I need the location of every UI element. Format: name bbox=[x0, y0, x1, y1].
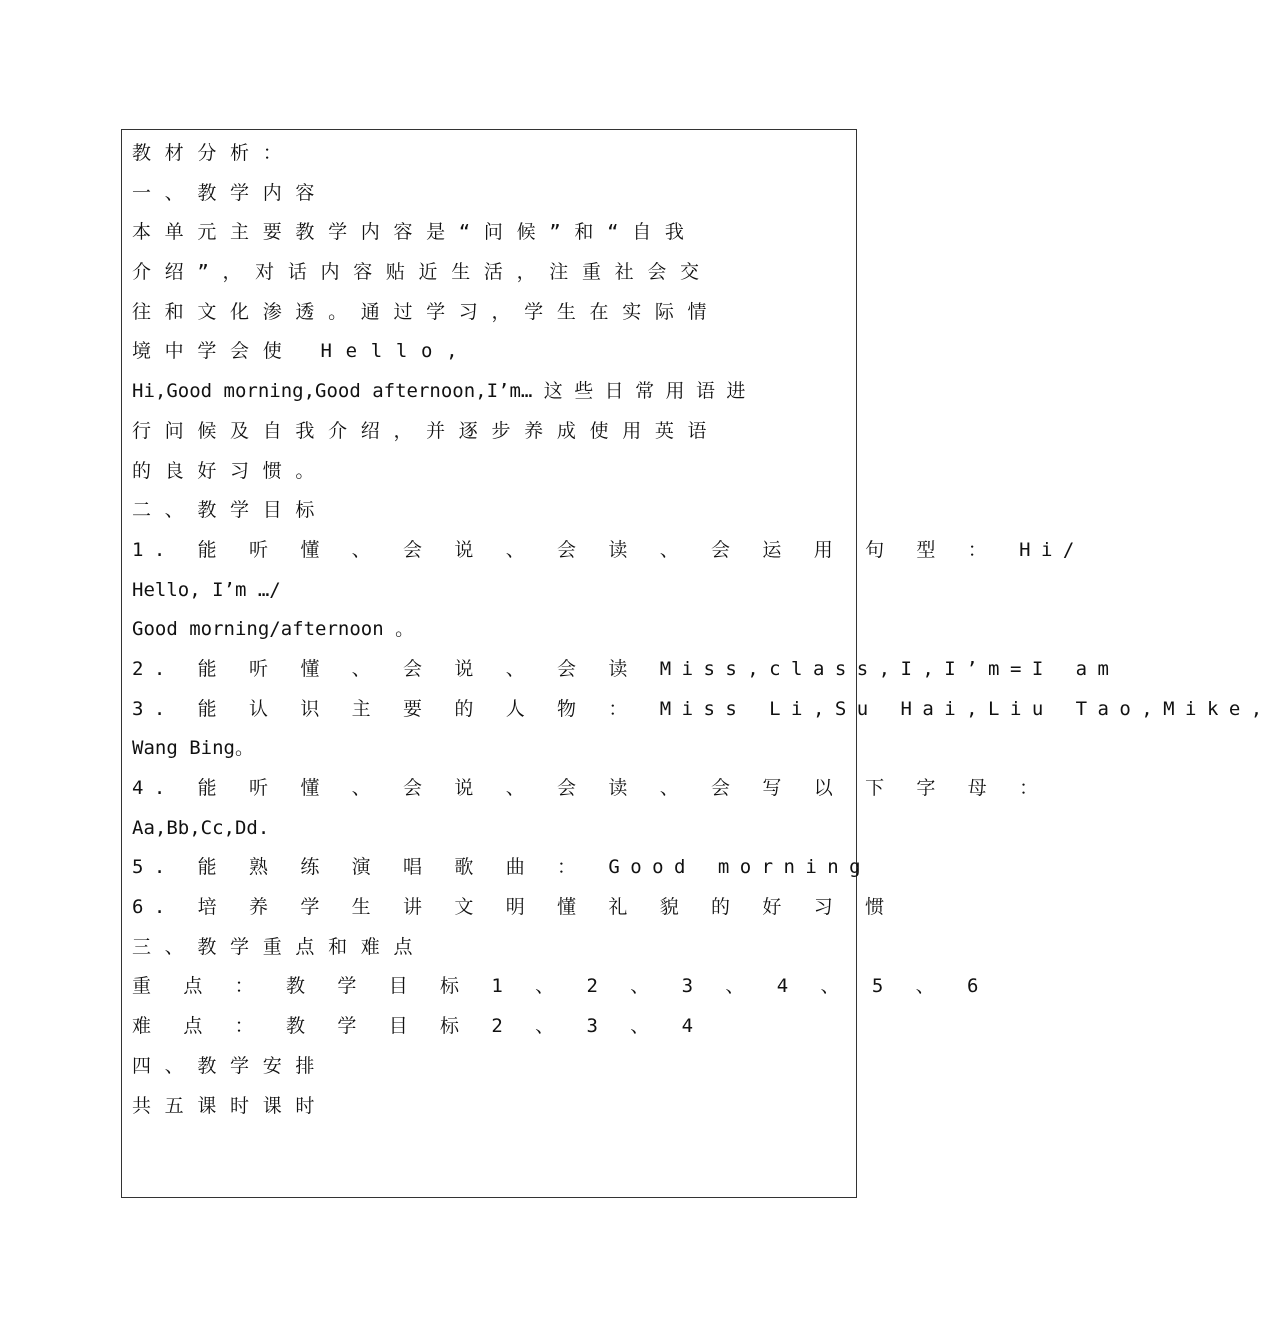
document-frame bbox=[121, 129, 1273, 1198]
goal-item-continuation: Aa,Bb,Cc,Dd. bbox=[132, 816, 270, 839]
section-heading-key-points: 三、教学重点和难点 bbox=[132, 935, 427, 958]
goal-item: 4. 能 听 懂 、 会 说 、 会 读 、 会 写 以 下 字 母 ： bbox=[132, 777, 1049, 799]
paragraph-line: 往和文化渗透。通过学习，学生在实际情 bbox=[132, 300, 721, 323]
heading-textbook-analysis: 教材分析： bbox=[132, 142, 296, 164]
section-heading-teaching-content: 一、教学内容 bbox=[132, 181, 329, 204]
arrangement-line: 共五课时课时 bbox=[132, 1094, 329, 1117]
paragraph-line: 行问候及自我介绍，并逐步养成使用英语 bbox=[132, 419, 721, 442]
difficult-points-line: 难 点 ： 教 学 目 标 2 、 3 、 4 bbox=[132, 1015, 704, 1038]
section-heading-arrangement: 四、教学安排 bbox=[132, 1054, 329, 1077]
goal-item-continuation: Good morning/afternoon 。 bbox=[132, 618, 415, 641]
paragraph-line: 境中学会使 Hello, bbox=[132, 340, 472, 363]
goal-item: 6. 培 养 学 生 讲 文 明 懂 礼 貌 的 好 习 惯 bbox=[132, 896, 895, 919]
paragraph-line: 的良好习惯。 bbox=[132, 459, 329, 482]
paragraph-line: 介绍”，对话内容贴近生活，注重社会交 bbox=[132, 261, 713, 284]
section-heading-teaching-goals: 二、教学目标 bbox=[132, 499, 329, 522]
paragraph-line: Hi,Good morning,Good afternoon,I’m… 这 些 日 常 用 语 进 bbox=[132, 380, 746, 403]
goal-item: 5. 能 熟 练 演 唱 歌 曲 ： Good morning bbox=[132, 856, 872, 879]
key-points-line: 重 点 ： 教 学 目 标 1 、 2 、 3 、 4 、 5 、 6 bbox=[132, 975, 989, 998]
goal-item: 3. 能 认 识 主 要 的 人 物 ： Miss Li,Su Hai,Liu Tao,Mike, bbox=[132, 697, 1273, 720]
document-content bbox=[132, 134, 1273, 1126]
goal-item: 2. 能 听 懂 、 会 说 、 会 读 Miss,class,I,I’m=I am bbox=[132, 657, 1120, 680]
goal-item: 1. 能 听 懂 、 会 说 、 会 读 、 会 运 用 句 型 ： Hi/ bbox=[132, 538, 1085, 561]
paragraph-line: 本单元主要教学内容是“问候”和“自我 bbox=[132, 221, 698, 244]
goal-item-continuation: Wang Bing。 bbox=[132, 737, 254, 760]
goal-item-continuation: Hello, I’m …/ bbox=[132, 578, 281, 601]
